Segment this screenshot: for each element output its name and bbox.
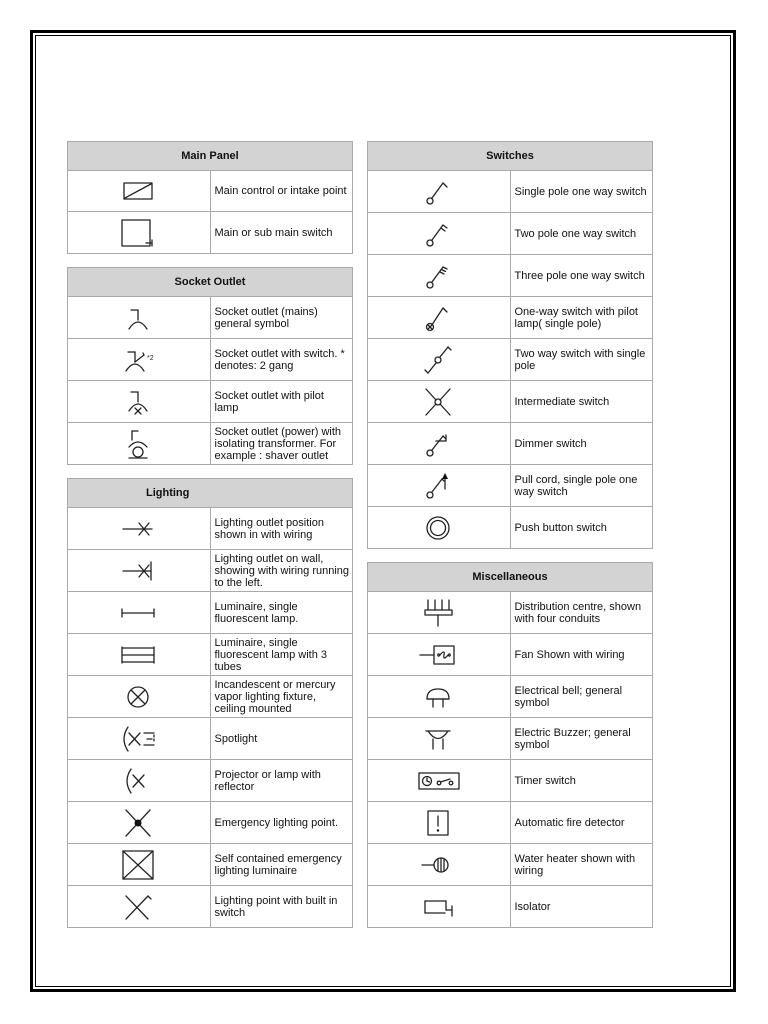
table-row	[368, 213, 653, 255]
symbol-label: Electrical bell; general symbol	[510, 676, 653, 718]
section-header: Socket Outlet	[68, 268, 353, 297]
table-row	[68, 423, 353, 465]
table-row	[68, 171, 353, 212]
emergency-point-icon	[68, 802, 211, 844]
table-row	[68, 508, 353, 550]
two-way-switch-icon	[368, 339, 511, 381]
section-switches	[367, 141, 653, 549]
symbol-label: Pull cord, single pole one way switch	[510, 465, 653, 507]
section-header: Lighting	[68, 479, 353, 508]
symbol-label: Projector or lamp with reflector	[210, 760, 353, 802]
symbol-label: Single pole one way switch	[510, 171, 653, 213]
three-pole-switch-icon	[368, 255, 511, 297]
symbol-label: Luminaire, single fluorescent lamp with 3 tubes	[210, 634, 353, 676]
table-row	[68, 718, 353, 760]
symbol-label: Dimmer switch	[510, 423, 653, 465]
symbol-label: Socket outlet with switch. * denotes: 2 gang	[210, 339, 353, 381]
timer-switch-icon	[368, 760, 511, 802]
symbol-label: Isolator	[510, 886, 653, 928]
symbol-label: Incandescent or mercury vapor lighting fixture, ceiling mounted	[210, 676, 353, 718]
section-gap	[67, 465, 353, 478]
right-column	[367, 141, 653, 928]
table-row	[368, 255, 653, 297]
symbol-label: Socket outlet (mains) general symbol	[210, 297, 353, 339]
table-row	[68, 844, 353, 886]
symbol-label: Emergency lighting point.	[210, 802, 353, 844]
symbol-label: Push button switch	[510, 507, 653, 549]
symbol-label: Luminaire, single fluorescent lamp.	[210, 592, 353, 634]
fire-detector-icon	[368, 802, 511, 844]
section-main-panel	[67, 141, 353, 254]
fluorescent-three-icon	[68, 634, 211, 676]
symbol-label: Main control or intake point	[210, 171, 353, 212]
table-row	[368, 886, 653, 928]
single-pole-switch-icon	[368, 171, 511, 213]
table-row	[368, 718, 653, 760]
symbol-label: Spotlight	[210, 718, 353, 760]
section-header: Switches	[368, 142, 653, 171]
socket-general-icon	[68, 297, 211, 339]
projector-icon	[68, 760, 211, 802]
incandescent-icon	[68, 676, 211, 718]
dimmer-switch-icon	[368, 423, 511, 465]
symbol-label: Electric Buzzer; general symbol	[510, 718, 653, 760]
table-row	[368, 802, 653, 844]
symbol-label: One-way switch with pilot lamp( single pole)	[510, 297, 653, 339]
symbol-label: Main or sub main switch	[210, 212, 353, 254]
section-gap	[67, 254, 353, 267]
section-header: Main Panel	[68, 142, 353, 171]
lighting-wall-icon	[68, 550, 211, 592]
table-row	[368, 297, 653, 339]
table-row	[368, 465, 653, 507]
symbol-label: Self contained emergency lighting luminaire	[210, 844, 353, 886]
socket-pilot-lamp-icon	[68, 381, 211, 423]
symbol-label: Socket outlet (power) with isolating transformer. For example : shaver outlet	[210, 423, 353, 465]
table-row	[368, 381, 653, 423]
pull-cord-switch-icon	[368, 465, 511, 507]
symbol-label: Three pole one way switch	[510, 255, 653, 297]
spotlight-icon	[68, 718, 211, 760]
symbol-label: Distribution centre, shown with four conduits	[510, 592, 653, 634]
left-column	[67, 141, 353, 928]
symbol-label: Automatic fire detector	[510, 802, 653, 844]
table-row	[68, 886, 353, 928]
svg-text:*2: *2	[146, 354, 154, 362]
push-button-icon	[368, 507, 511, 549]
symbol-label: Lighting point with built in switch	[210, 886, 353, 928]
fluorescent-single-icon	[68, 592, 211, 634]
table-row	[68, 634, 353, 676]
table-row	[368, 339, 653, 381]
symbol-label: Two pole one way switch	[510, 213, 653, 255]
section-miscellaneous	[367, 562, 653, 928]
two-pole-switch-icon	[368, 213, 511, 255]
isolator-icon	[368, 886, 511, 928]
socket-switch-icon	[68, 339, 211, 381]
section-gap	[367, 549, 653, 562]
symbol-label: Socket outlet with pilot lamp	[210, 381, 353, 423]
symbol-label: Fan Shown with wiring	[510, 634, 653, 676]
table-row	[368, 634, 653, 676]
symbol-label: Lighting outlet position shown in with wiring	[210, 508, 353, 550]
section-socket-outlet	[67, 267, 353, 465]
symbol-label: Timer switch	[510, 760, 653, 802]
section-header: Miscellaneous	[368, 563, 653, 592]
distribution-centre-icon	[368, 592, 511, 634]
symbol-label: Water heater shown with wiring	[510, 844, 653, 886]
electric-bell-icon	[368, 676, 511, 718]
table-row	[368, 171, 653, 213]
main-control-icon	[68, 171, 211, 212]
lighting-switch-icon	[68, 886, 211, 928]
table-row	[68, 339, 353, 381]
table-row	[368, 423, 653, 465]
table-row	[368, 760, 653, 802]
section-lighting	[67, 478, 353, 928]
table-row	[68, 550, 353, 592]
pilot-lamp-switch-icon	[368, 297, 511, 339]
symbol-label: Lighting outlet on wall, showing with wiring running to the left.	[210, 550, 353, 592]
intermediate-switch-icon	[368, 381, 511, 423]
lighting-outlet-icon	[68, 508, 211, 550]
symbol-label: Intermediate switch	[510, 381, 653, 423]
table-row	[368, 844, 653, 886]
main-switch-icon	[68, 212, 211, 254]
table-row	[68, 297, 353, 339]
table-row	[368, 592, 653, 634]
table-row	[68, 212, 353, 254]
water-heater-icon	[368, 844, 511, 886]
table-row	[68, 802, 353, 844]
table-row	[368, 507, 653, 549]
symbol-label: Two way switch with single pole	[510, 339, 653, 381]
socket-transformer-icon	[68, 423, 211, 465]
table-row	[68, 381, 353, 423]
table-row	[68, 760, 353, 802]
emergency-luminaire-icon	[68, 844, 211, 886]
table-row	[68, 592, 353, 634]
buzzer-icon	[368, 718, 511, 760]
table-row	[368, 676, 653, 718]
table-row	[68, 676, 353, 718]
fan-icon	[368, 634, 511, 676]
